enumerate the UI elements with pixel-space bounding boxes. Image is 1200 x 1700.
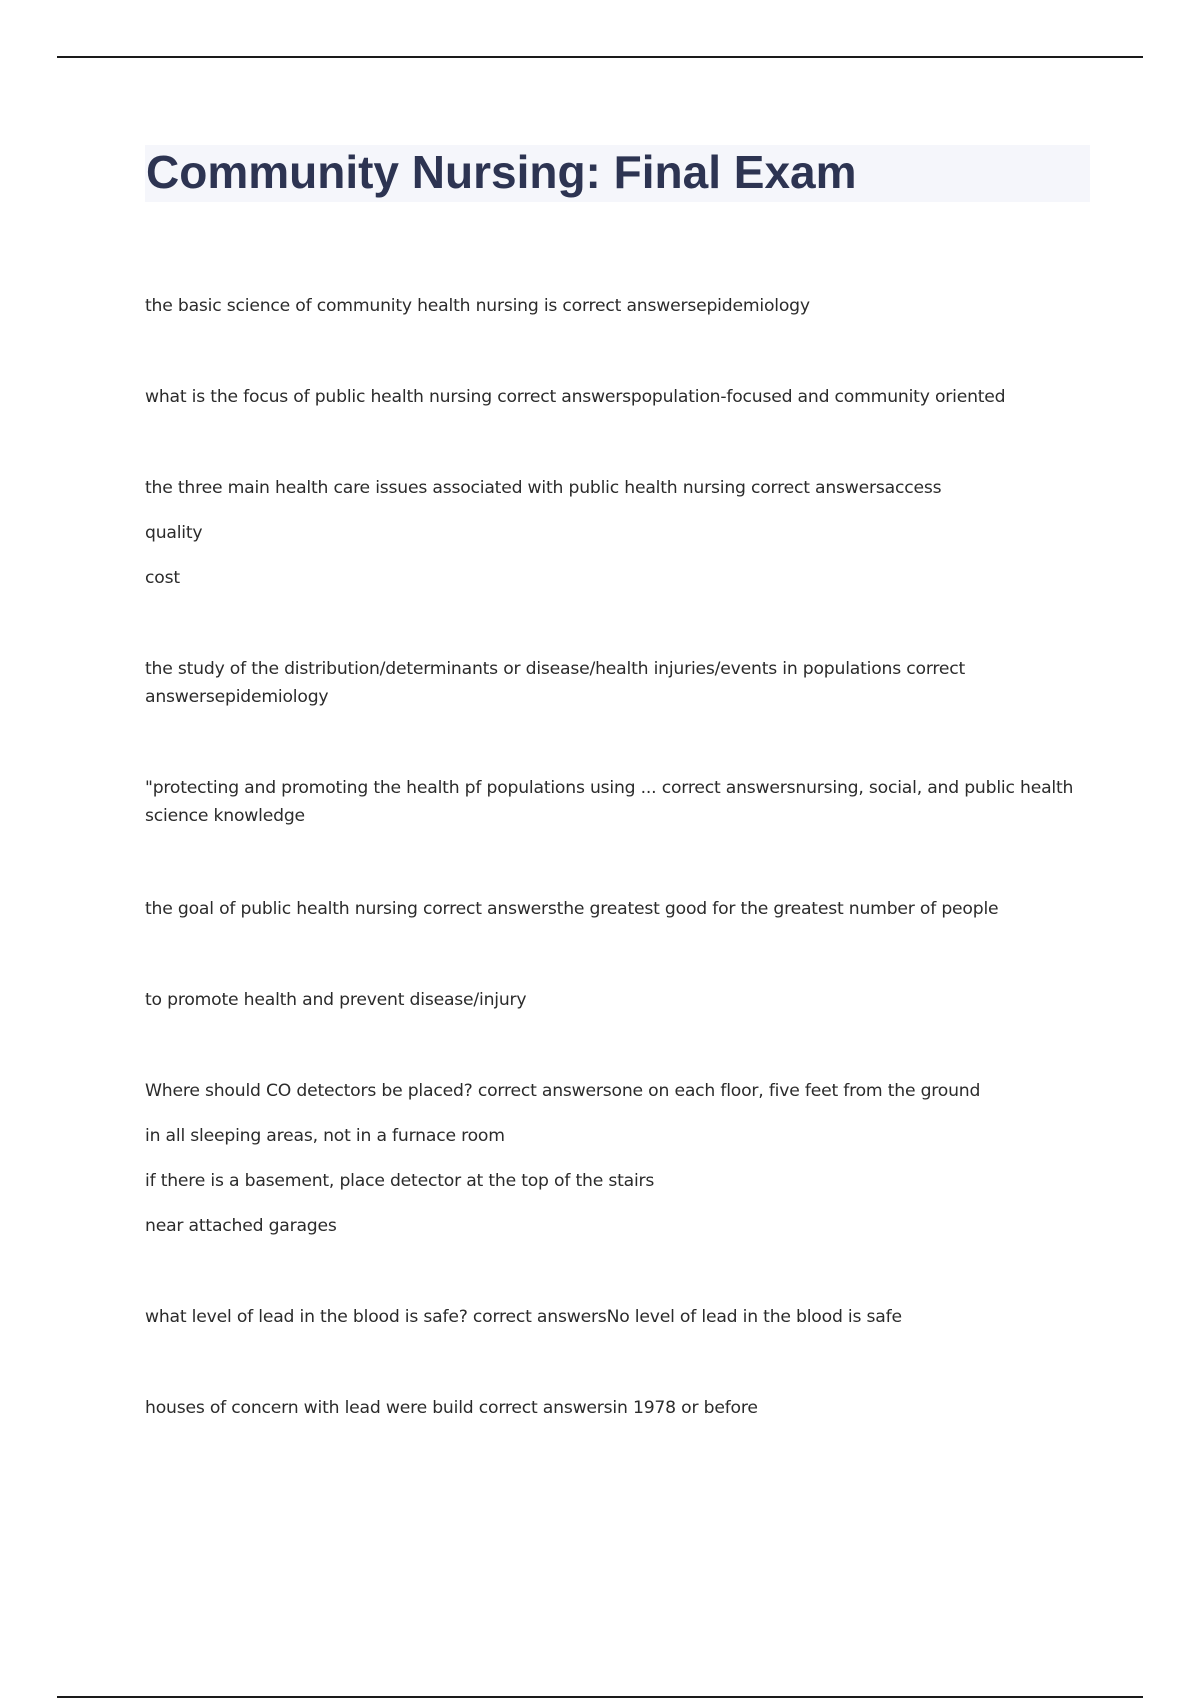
qa-item-3 bbox=[145, 474, 1075, 592]
qa-text: "protecting and promoting the health pf populations using ... correct answersnursing, social, and public health science knowledge bbox=[145, 778, 1074, 826]
document-title: Community Nursing: Final Exam bbox=[146, 146, 857, 198]
qa-text-continuation: cost bbox=[145, 568, 180, 588]
qa-item-7 bbox=[145, 986, 1075, 1014]
qa-text-continuation: quality bbox=[145, 523, 203, 543]
qa-text: what is the focus of public health nursing correct answerspopulation-focused and community oriented bbox=[145, 387, 1006, 407]
qa-item-6 bbox=[145, 895, 1075, 923]
qa-text: what level of lead in the blood is safe? correct answersNo level of lead in the blood is safe bbox=[145, 1307, 902, 1327]
qa-text-continuation: in all sleeping areas, not in a furnace room bbox=[145, 1126, 505, 1146]
bottom-rule bbox=[57, 1696, 1143, 1698]
qa-text: Where should CO detectors be placed? correct answersone on each floor, five feet from the ground bbox=[145, 1081, 981, 1101]
qa-item-5 bbox=[145, 774, 1075, 830]
qa-text: the three main health care issues associated with public health nursing correct answersaccess bbox=[145, 478, 942, 498]
qa-text: houses of concern with lead were build correct answersin 1978 or before bbox=[145, 1398, 758, 1418]
top-rule bbox=[57, 56, 1143, 58]
qa-text: the study of the distribution/determinants or disease/health injuries/events in populations correct answersepidemiology bbox=[145, 659, 966, 707]
qa-text: the basic science of community health nursing is correct answersepidemiology bbox=[145, 296, 810, 316]
qa-text-continuation: if there is a basement, place detector at the top of the stairs bbox=[145, 1171, 655, 1191]
qa-item-2 bbox=[145, 383, 1075, 411]
qa-text: to promote health and prevent disease/injury bbox=[145, 990, 527, 1010]
qa-item-1 bbox=[145, 292, 1075, 320]
qa-text-continuation: near attached garages bbox=[145, 1216, 337, 1236]
qa-item-9 bbox=[145, 1303, 1075, 1331]
qa-item-8 bbox=[145, 1077, 1075, 1240]
qa-item-4 bbox=[145, 655, 1075, 711]
qa-text: the goal of public health nursing correct answersthe greatest good for the greatest number of people bbox=[145, 899, 999, 919]
qa-item-10 bbox=[145, 1394, 1075, 1422]
